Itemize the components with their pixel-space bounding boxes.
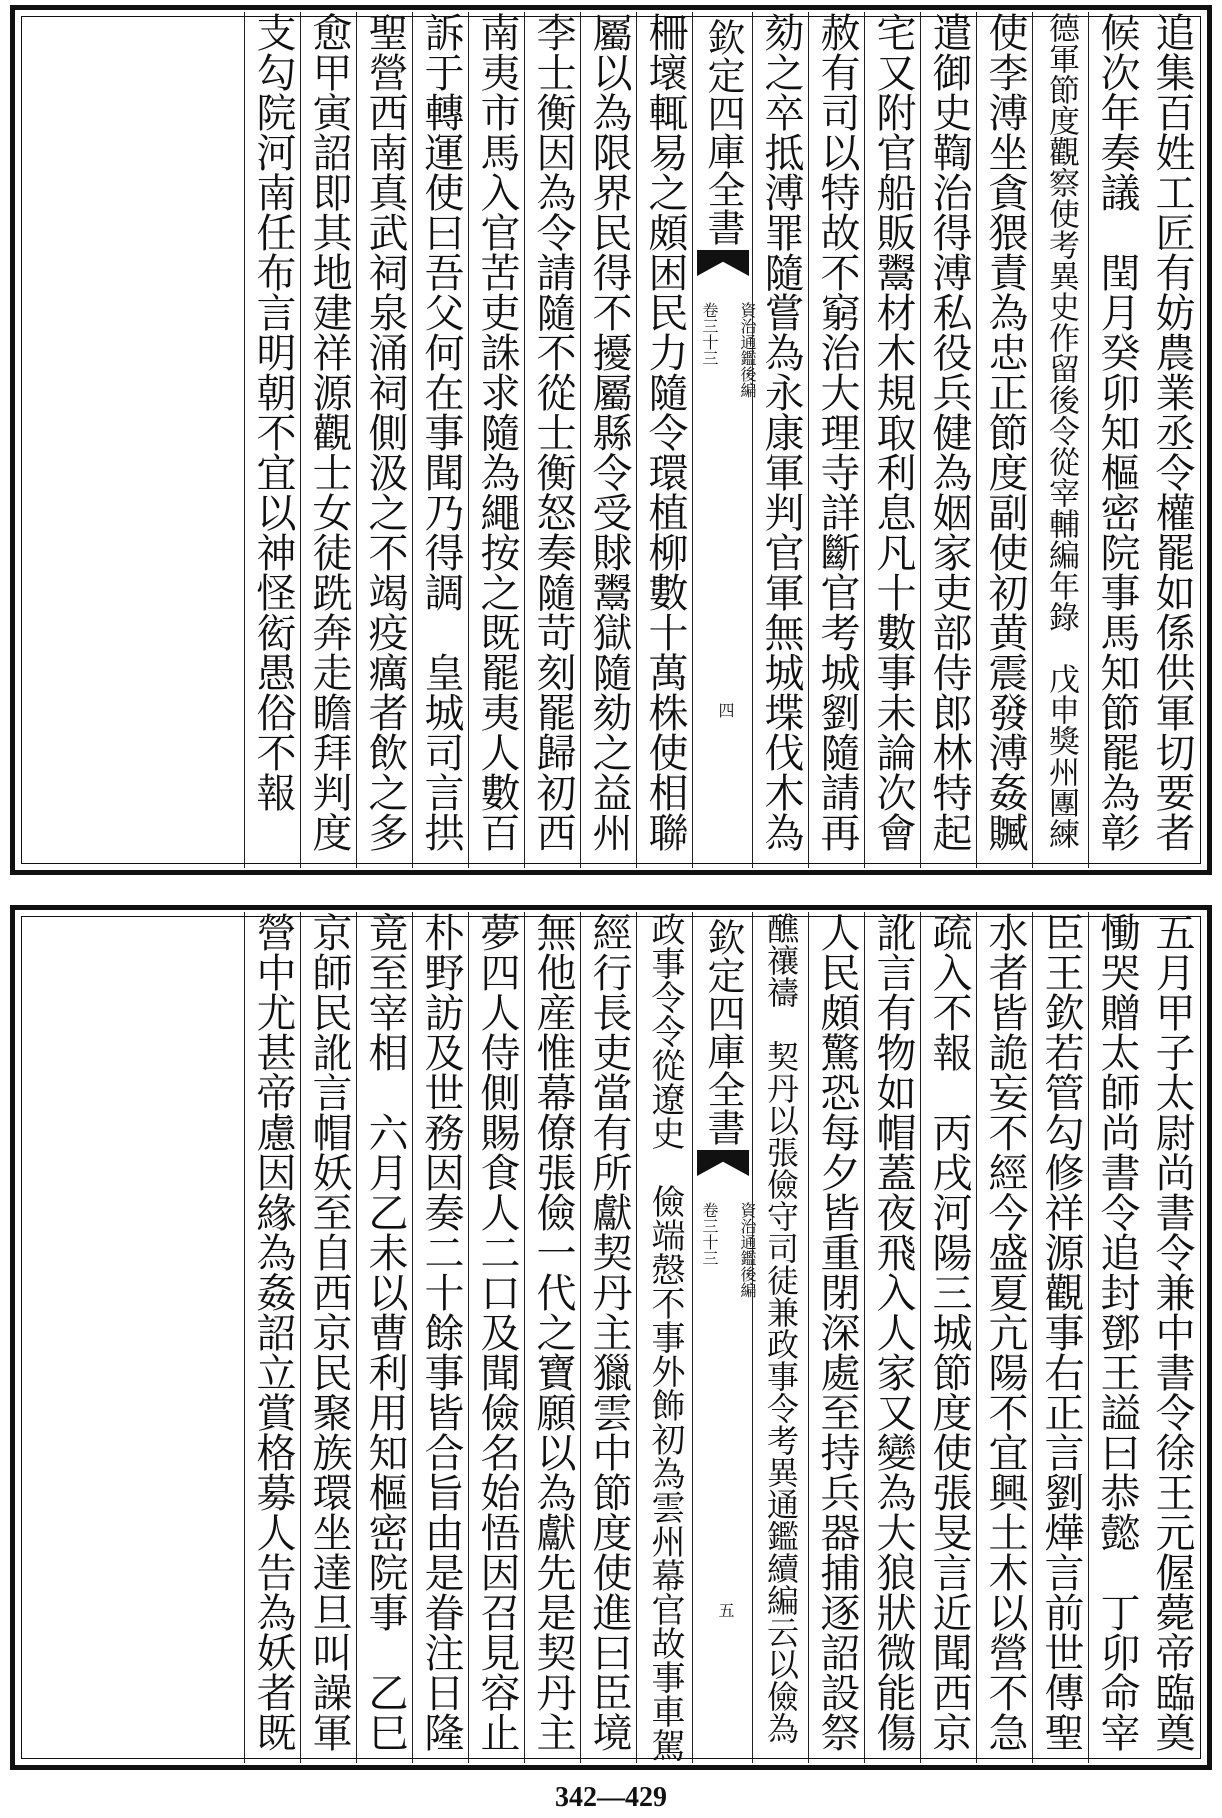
text-column xyxy=(808,912,864,1763)
fishtail-mark xyxy=(697,250,749,276)
column-text: 竟至宰相 六月乙未以曹利用知樞密院事 乙巳 xyxy=(362,912,408,1752)
column-text: 人民頗驚恐每夕皆重閉深處至持兵器捕逐詔設祭 xyxy=(814,912,860,1752)
page-number: 342—429 xyxy=(555,1782,667,1813)
text-column xyxy=(1088,912,1144,1763)
text-column xyxy=(244,12,300,868)
gutter-title: 欽定四庫全書 xyxy=(701,918,745,1146)
column-text: 政事令令從遼史 儉端慤不事外飾初為雲州幕官故事車駕 xyxy=(645,912,685,1762)
text-column xyxy=(580,912,636,1763)
text-column xyxy=(300,12,356,868)
text-column xyxy=(412,12,468,868)
column-text: 李士衡因為令請隨不從士衡怒奏隨苛刻罷歸初西 xyxy=(530,12,576,852)
text-column xyxy=(300,912,356,1763)
text-column xyxy=(356,912,412,1763)
column-text: 聖營西南真武祠泉涌祠側汲之不竭疫癘者飲之多 xyxy=(362,12,408,852)
column-text: 夢四人侍側賜食人二口及聞儉名始悟因召見容止 xyxy=(474,912,520,1752)
column-text: 無他産惟幕僚張儉一代之寶願以為獻先是契丹主 xyxy=(530,912,576,1752)
text-column xyxy=(752,912,808,1763)
text-column xyxy=(808,12,864,868)
gutter-volume: 卷三十三 xyxy=(700,302,719,366)
gutter-volume: 卷三十三 xyxy=(700,1202,719,1266)
text-column xyxy=(976,12,1032,868)
column-text: 屬以為限界民得不擾屬縣令受賕鬻獄隨劾之益州 xyxy=(586,12,632,852)
gutter-book-title: 資治通鑑後編 xyxy=(738,302,757,398)
column-text: 候次年奏議 閏月癸卯知樞密院事馬知節罷為彰 xyxy=(1094,12,1140,852)
column-text: 劾之卒抵溥罪隨嘗為永康軍判官軍無城堞伐木為 xyxy=(758,12,804,852)
column-text: 疏入不報 丙戌河陽三城節度使張旻言近聞西京 xyxy=(926,912,972,1752)
bottom-gutter xyxy=(692,912,757,1763)
fishtail-mark xyxy=(697,1150,749,1176)
text-column xyxy=(976,912,1032,1763)
gutter-leaf-number: 五 xyxy=(716,1602,735,1618)
text-column xyxy=(920,12,976,868)
text-column xyxy=(1088,12,1144,868)
column-text: 五月甲子太尉尚書令兼中書令徐王元偓薨帝臨奠 xyxy=(1149,912,1195,1752)
column-text: 水者皆詭妄不經今盛夏亢陽不宜興土木以營不急 xyxy=(982,912,1028,1752)
text-column xyxy=(1144,12,1200,868)
column-text: 京師民訛言帽妖至自西京民聚族環坐達旦叫譟軍 xyxy=(306,912,352,1752)
top-gutter xyxy=(692,12,757,868)
text-column xyxy=(524,12,580,868)
text-column xyxy=(580,12,636,868)
column-text: 使李溥坐貪猥責為忠正節度副使初黄震發溥姦贓 xyxy=(982,12,1028,852)
column-text: 慟哭贈太師尚書令追封鄧王謚曰恭懿 丁卯命宰 xyxy=(1094,912,1140,1752)
column-text: 醮禳禱 契丹以張儉守司徒兼政事令考異通鑑續編云以儉為 xyxy=(762,912,800,1744)
column-text: 宅又附官船販鬻材木規取利息凡十數事未論次會 xyxy=(870,12,916,852)
column-text: 愈甲寅詔即其地建祥源觀士女徒跣奔走瞻拜判度 xyxy=(306,12,352,852)
text-column xyxy=(412,912,468,1763)
column-text: 追集百姓工匠有妨農業丞令權罷如係供軍切要者 xyxy=(1149,12,1195,852)
text-column xyxy=(920,912,976,1763)
column-text: 德軍節度觀察使考異史作留後令從宰輔編年錄 戊申獎州團練 xyxy=(1043,12,1079,849)
text-column xyxy=(752,12,808,868)
text-column xyxy=(864,12,920,868)
text-column xyxy=(636,12,692,868)
column-text: 營中尤甚帝慮因緣為姦詔立賞格募人告為妖者既 xyxy=(250,912,296,1752)
column-text: 赦有司以特故不窮治大理寺詳斷官考城劉隨請再 xyxy=(814,12,860,852)
column-text: 支勾院河南任布言明朝不宜以神怪衒愚俗不報 xyxy=(250,12,296,812)
gutter-book-title: 資治通鑑後編 xyxy=(738,1202,757,1298)
column-text: 訴于轉運使曰吾父何在事聞乃得調 皇城司言拱 xyxy=(418,12,464,852)
text-column xyxy=(1032,12,1088,868)
text-column xyxy=(1032,912,1088,1763)
text-column xyxy=(636,912,692,1763)
text-column xyxy=(524,912,580,1763)
column-text: 柵壞輒易之頗困民力隨令環植柳數十萬株使相聯 xyxy=(642,12,688,852)
text-column xyxy=(468,912,524,1763)
column-text: 經行長吏當有所獻契丹主獵雲中節度使進曰臣境 xyxy=(586,912,632,1752)
text-column xyxy=(864,912,920,1763)
top-page xyxy=(0,0,1222,880)
column-text: 訛言有物如帽蓋夜飛入人家又變為大狼狀微能傷 xyxy=(870,912,916,1752)
text-column xyxy=(468,12,524,868)
column-text: 遣御史鞫治得溥私役兵健為姻家吏部侍郎林特起 xyxy=(926,12,972,852)
column-text: 臣王欽若管勾修祥源觀事右正言劉燁言前世傳聖 xyxy=(1038,912,1084,1752)
text-column xyxy=(244,912,300,1763)
bottom-page xyxy=(0,900,1222,1775)
text-column xyxy=(356,12,412,868)
gutter-leaf-number: 四 xyxy=(716,702,735,718)
column-text: 南夷市馬入官苦吏誅求隨為繩按之既罷夷人數百 xyxy=(474,12,520,852)
column-text: 朴野訪及世務因奏二十餘事皆合旨由是眷注日隆 xyxy=(418,912,464,1752)
gutter-title: 欽定四庫全書 xyxy=(701,18,745,246)
text-column xyxy=(1144,912,1200,1763)
